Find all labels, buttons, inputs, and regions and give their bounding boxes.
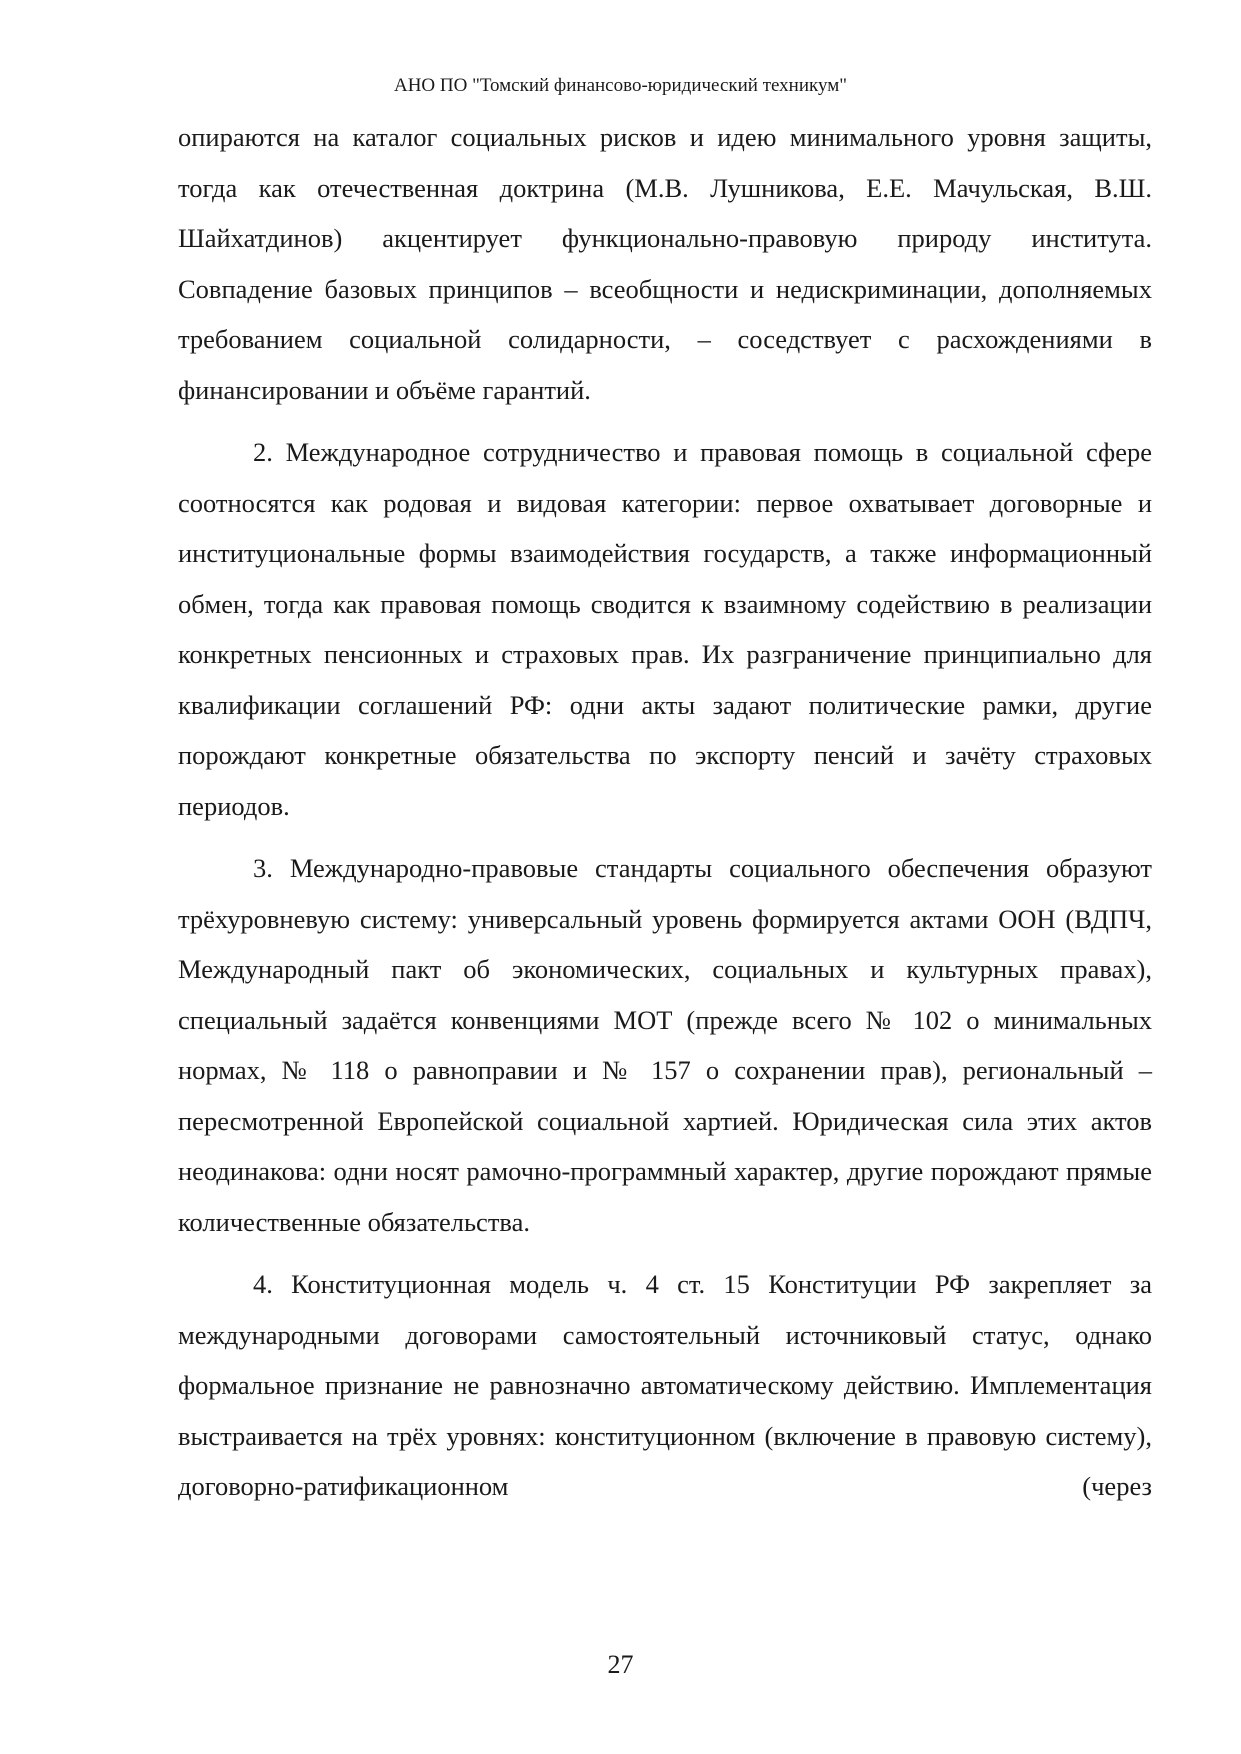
paragraph-conclusion-4: 4. Конституционная модель ч. 4 ст. 15 Конституции РФ закрепляет за международными договорами самостоятельный источниковый статус, однако формальное признание не равнозначно автоматическому действию. Имплементация выстраивается на трёх уровнях: конституционном (включение в правовую систему), договорно-ратификационном (через xyxy=(178,1269,1152,1501)
body-text xyxy=(178,112,1152,1524)
paragraph-conclusion-2: 2. Международное сотрудничество и правовая помощь в социальной сфере соотносятся как родовая и видовая категории: первое охватывает договорные и институциональные формы взаимодействия государств, а также информационный обмен, тогда как правовая помощь сводится к взаимному содействию в реализации конкретных пенсионных и страховых прав. Их разграничение принципиально для квалификации соглашений РФ: одни акты задают политические рамки, другие порождают конкретные обязательства по экспорту пенсий и зачёту страховых периодов. xyxy=(178,437,1152,821)
paragraph-conclusion-3: 3. Международно-правовые стандарты социального обеспечения образуют трёхуровневую систему: универсальный уровень формируется актами ООН (ВДПЧ, Международный пакт об экономических, социальных и культурных правах), специальный задаётся конвенциями МОТ (прежде всего № 102 о минимальных нормах, № 118 о равноправии и № 157 о сохранении прав), региональный – пересмотренной Европейской социальной хартией. Юридическая сила этих актов неодинакова: одни носят рамочно-программный характер, другие порождают прямые количественные обязательства. xyxy=(178,853,1152,1237)
running-header: АНО ПО "Томский финансово-юридический техникум" xyxy=(393,75,848,96)
page-number: 27 xyxy=(607,1650,634,1679)
paragraph-continuation: опираются на каталог социальных рисков и идею минимального уровня защиты, тогда как отечественная доктрина (М.В. Лушникова, Е.Е. Мачульская, В.Ш. Шайхатдинов) акцентирует функционально-правовую природу института. Совпадение базовых принципов – всеобщности и недискриминации, дополняемых требованием социальной солидарности, – соседствует с расхождениями в финансировании и объёме гарантий. xyxy=(178,122,1152,405)
